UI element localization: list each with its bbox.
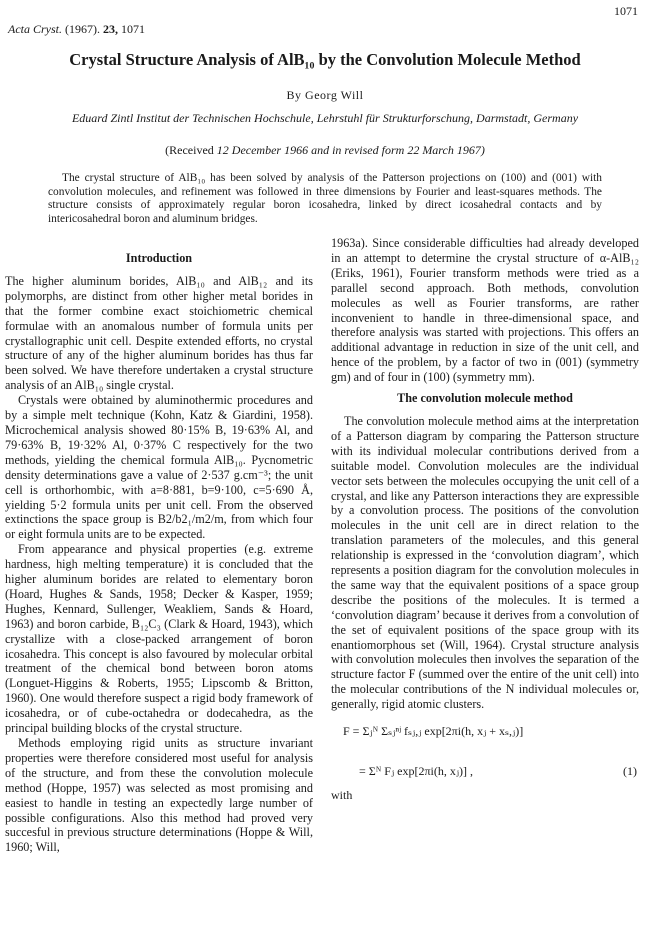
received-open: (Received [165, 143, 214, 157]
right-column [331, 236, 639, 803]
page-number: 1071 [614, 4, 638, 18]
author-line: By Georg Will [286, 88, 364, 102]
journal-volume: 23, [103, 22, 118, 36]
paragraph: The convolution molecule method aims at the interpretation of a Patterson diagram by comparing the Patterson structure with its individual molecular contributions derived from a suitable model. Convolution molecules are the individual vector sets between the molecules occupying the unit cell of a crystal, and like any Patterson interactions they are expressible by a convolution process. The positions of the convolution molecules in the unit cell are in direct relation to the translation parameters of the molecules, and this general relationship is expressed in the ‘convolution diagram’, which represents a position diagram for the convolution molecules in the same way that the equivalent positions of a space group describe the positions of the molecules. It is termed a ‘convolution diagram’ because it derives from a convolution of the set of equivalent positions of the space group with its enantiomorphous set (Will, 1964). Crystal structure analysis with convolution molecules then involves the separation of the structure factor F (summed over the entire of the unit cell) into the molecular contributions of the N individual molecules or, generally, rigid atomic clusters. [331, 413, 639, 712]
received-date-2: 22 March 1967) [407, 143, 485, 157]
with-text: with [331, 788, 353, 803]
journal-page: 1071 [121, 22, 145, 36]
received-date-1: 12 December 1966 [216, 143, 309, 157]
section-heading-convolution-method: The convolution molecule method [397, 391, 573, 406]
abstract: The crystal structure of AlB₁₀ has been solved by analysis of the Patterson projections on (100) and (001) with convolution molecules, and refinement was followed in three dimensions by Fourier and least-squares methods. The structure consists of approximately regular boron icosahedra, linked by direct icosahedral contacts and by intericosahedral boron and aluminum bridges. [48, 172, 602, 225]
received-dates [0, 143, 650, 158]
paragraph: Crystals were obtained by aluminothermic procedures and by a simple melt technique (Kohn, Katz & Giardini, 1958). Microchemical analysis showed 80·15% B, 19·63% Al, and 79·63% B, 19·32% Al, 0·37% C respectively for the two methods, yielding the chemical formula AlB₁₀. Pycnometric density determinations gave a value of 2·537 g.cm⁻³; the unit cell is orthorhombic, with a=8·881, b=9·100, c=5·690 Å, yielding 5·2 formula units per unit cell. From the observed extinctions the space group is B2/b2₁/m2/m, from which four or eight formula units are to be expected. [5, 393, 313, 542]
equation-number: (1) [623, 764, 637, 779]
equation-line-1: F = Σⱼᴺ Σₛⱼⁿʲ fₛⱼ,ⱼ exp[2πi(h, xⱼ + xₛ,ⱼ)] [343, 724, 524, 739]
journal-year: (1967). [65, 22, 100, 36]
paragraph: Methods employing rigid units as structure invariant properties were therefore considered most useful for analysis of the structure, and from these the convolution molecule method (Hoppe, 1957) was selected as most promising and easiest to handle in testing an expectedly large number of possible configurations. Also this method had proved very succesful in previous structure determinations (Hoppe & Will, 1960; Will, [5, 736, 313, 855]
journal-name: Acta Cryst. [8, 22, 62, 36]
left-column [5, 251, 313, 855]
paragraph: 1963a). Since considerable difficulties had already developed in an attempt to determine the crystal structure of α-AlB₁₂ (Eriks, 1961), Fourier transform methods were tried as a parallel second approach. Both methods, convolution molecules as well as Fourier transforms, are rather inconvenient to handle in three-dimensional space, and therefore analysis was started with projections. This offers an additional advantage in reduction in size of the unit cell, and hence of the problem, by a factor of two in (001) (symmetry gm) and of four in (100) (symmetry mm). [331, 236, 639, 385]
affiliation: Eduard Zintl Institut der Technischen Hochschule, Lehrstuhl für Strukturforschung, Darmstadt, Germany [71, 111, 579, 125]
section-heading-introduction: Introduction [125, 251, 193, 265]
journal-reference [8, 22, 145, 37]
equation-1 [331, 718, 639, 803]
paragraph: The higher aluminum borides, AlB₁₀ and AlB₁₂ and its polymorphs, are distinct from other higher metal borides in that the former combine exact stoichiometric chemical formulae with an anomalous number of formula units per crystallographic unit cell. Despite extended efforts, no crystal structure of any of the higher aluminum borides has thus far been solved. We have therefore undertaken a crystal structure analysis of an AlB₁₀ single crystal. [5, 273, 313, 393]
equation-line-2: = Σᴺ Fⱼ exp[2πi(h, xⱼ)] , [359, 764, 474, 779]
paper-title: Crystal Structure Analysis of AlB₁₀ by the Convolution Molecule Method [69, 50, 581, 69]
received-mid: and in revised form [311, 143, 405, 157]
paragraph: From appearance and physical properties (e.g. extreme hardness, high melting temperature) it is concluded that the higher aluminum borides are related to elementary boron (Hoard, Hughes & Sands, 1958; Decker & Kasper, 1959; Hughes, Kennard, Sullenger, Weakliem, Sands & Hoard, 1963) and boron carbide, B₁₂C₃ (Clark & Hoard, 1943), which crystallize with a close-packed arrangement of boron icosahedra. This concept is also favoured by molecular orbital treatment of the chemical bond between boron atoms (Longuet-Higgins & Roberts, 1955; Lipscomb & Britton, 1960). One would therefore suspect a rigid body framework of icosahedra, or of cube-octahedra or dodecahedra, as the principal building blocks of the crystal structure. [5, 542, 313, 736]
